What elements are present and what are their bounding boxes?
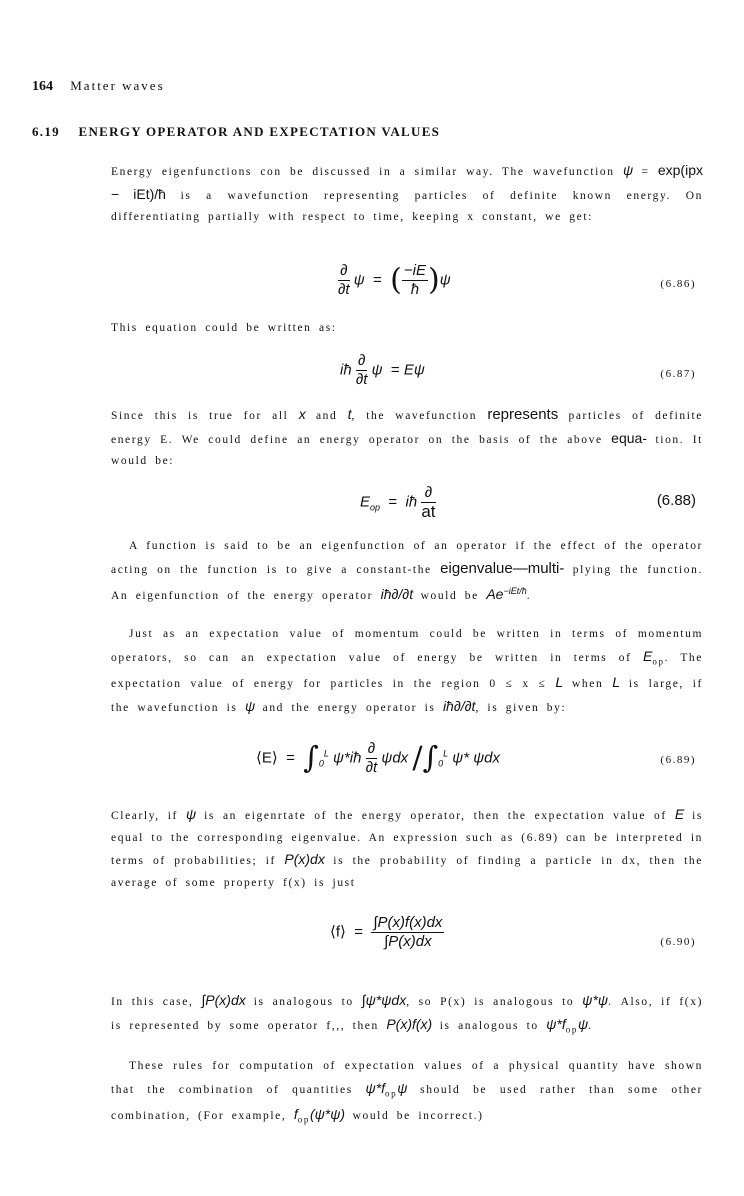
x-symbol: x — [298, 406, 306, 422]
expectation-E: ⟨E⟩ — [256, 749, 278, 767]
partial-numerator: ∂ — [338, 262, 350, 281]
E-symbol: E — [360, 493, 371, 511]
psi-symbol: ψ — [622, 162, 634, 178]
represents-word: represents — [487, 406, 559, 423]
equation-6-86 — [338, 262, 451, 299]
equation-number-6-90: (6.90) — [660, 936, 696, 948]
psi-symbol: ψ — [397, 1079, 408, 1096]
para4-text-a: A function is said to be an eigenfunction of an operator if the effect of the operator acting on the function is to give a constant-the — [111, 540, 703, 576]
para5-text-c: when — [572, 678, 604, 691]
paren-psi-star-psi: (ψ*ψ) — [309, 1106, 346, 1123]
upper-limit: L — [323, 748, 329, 759]
integral-sign: ∫ — [303, 740, 319, 776]
paragraph-6 — [111, 804, 703, 894]
psi-symbol: ψ — [577, 1015, 589, 1032]
op-subscript: op — [297, 1114, 310, 1125]
exponent: −iEt/ħ — [503, 586, 527, 597]
para4-text-b: plying the function. An eigenfunction of the energy operator — [111, 563, 703, 603]
wavefunction-expr: exp(ipx − iEt)/ħ — [111, 162, 703, 202]
E-symbol: E — [674, 806, 685, 822]
para7-text-a: In this case, — [111, 996, 194, 1008]
para7-text-e: is analogous to — [439, 1019, 539, 1032]
lower-limit: 0 — [318, 758, 324, 769]
para6-text-c: is equal to the corresponding eigenvalue. An expression such as (6.89) can be interpreted in terms of probabilities; if — [111, 810, 704, 868]
partial-denominator: ∂t — [355, 371, 368, 388]
para5-text-a: Just as an expectation value of momentum could be written in terms of momentum operators, so can an expectation value of energy be written in terms of — [111, 628, 703, 664]
Ae-symbol: Ae — [486, 586, 504, 603]
equals-symbol: = — [388, 493, 398, 511]
L-symbol: L — [612, 674, 621, 691]
paragraph-1 — [111, 160, 703, 229]
paragraph-2: This equation could be written as: — [111, 322, 337, 334]
section-number: 6.19 — [32, 124, 60, 139]
psi-symbol: ψ — [353, 271, 365, 289]
equation-number-6-87: (6.87) — [660, 368, 696, 380]
numerator-expr: P(x)f(x)dx — [377, 914, 443, 931]
partial-numerator: ∂ — [366, 740, 378, 759]
paragraph-5 — [111, 624, 703, 720]
integral-sign: ∫ — [422, 740, 439, 776]
psi-symbol: ψ — [244, 698, 256, 715]
hbar-denominator: ħ — [410, 281, 420, 298]
equation-number-6-89: (6.89) — [660, 754, 696, 766]
partial-fraction — [421, 484, 435, 521]
para8-text-c: would be incorrect.) — [352, 1110, 484, 1123]
para8-text-a: These rules for computation of expectation values of a physical quantity have shown that the combination of quantities — [111, 1060, 703, 1096]
psi-symbol: ψ — [439, 271, 451, 289]
para5-text-d: is large, if the wavefunction is — [111, 678, 703, 715]
paragraph-7: In this case, ∫P(x)dx is analogous to ∫ψ*ψdx, so P(x) is analogous to ψ*ψ. Also, if f(x) is represented by some operator f,,, then P(x)f(x) is analogous to $\psi*f_{op}\psi$. — [111, 992, 704, 1034]
fraction-6-90 — [371, 914, 444, 951]
psi-star-psi: ψ*ψ — [582, 992, 609, 1008]
t-symbol: t — [347, 406, 352, 422]
op-subscript: op — [652, 655, 665, 666]
psi-star-psi-dx: ψ* ψdx — [452, 749, 500, 767]
para5-text-e: and the energy operator is — [262, 702, 436, 715]
ihbar-symbol: iħ — [405, 493, 418, 511]
para8-text-b: should be used rather than some other combination, (For example, — [111, 1083, 703, 1123]
running-header — [32, 78, 165, 95]
psi-star-f: ψ*f — [546, 1015, 566, 1032]
partial-numerator: ∂ — [421, 484, 435, 503]
integral-sign: ∫ — [384, 933, 389, 950]
para1-text-a: Energy eigenfunctions con be discussed in a similar way. The wavefunction — [111, 166, 615, 178]
equation-number-6-88: (6.88) — [656, 492, 696, 509]
equation-6-88 — [360, 484, 436, 521]
integral-sign: ∫ — [201, 992, 206, 1008]
denominator-expr: P(x)dx — [388, 933, 432, 950]
denominator-6-90 — [371, 933, 444, 951]
para6-text-a: Clearly, if — [111, 810, 178, 822]
op-subscript: op — [370, 502, 381, 513]
division-slash: / — [412, 740, 423, 776]
expectation-f: ⟨f⟩ — [330, 923, 346, 941]
psi-symbol: ψ — [185, 806, 197, 822]
para6-text-d: is the probability of finding a particle in dx, then the average of some property f(x) is just — [111, 855, 703, 889]
para3-text-a: Since this is true for all — [111, 410, 289, 422]
left-paren: ( — [390, 262, 402, 298]
para7-text-b: is analogous to — [253, 996, 354, 1008]
para5-text-f: , is given by: — [475, 702, 567, 715]
para3-text-c: , the wavefunction — [351, 410, 478, 422]
E-symbol: E — [643, 647, 653, 664]
equals-symbol: = — [286, 749, 295, 767]
para7-text-d: . Also, if f(x) is represented by some operator f,,, then — [111, 996, 704, 1032]
partial-fraction — [366, 740, 378, 777]
partial-denominator: ∂t — [338, 281, 350, 298]
equals-symbol: = — [641, 166, 650, 178]
psi-star-psi-dx: ψ*ψdx — [365, 992, 407, 1008]
psi-dx: ψdx — [381, 749, 409, 767]
psi-star: ψ* — [333, 749, 350, 767]
iE-numerator: −iE — [403, 262, 426, 279]
equation-6-89 — [256, 740, 500, 777]
para1-text-b: is a wavefunction representing particles of definite known energy. On differentiating partially with respect to time, keeping x constant, we get: — [111, 189, 703, 224]
integral-sign: ∫ — [361, 992, 366, 1008]
op-subscript: op — [565, 1023, 578, 1034]
para3-text-e: tion. It would be: — [111, 433, 703, 468]
equation-6-90 — [330, 914, 444, 951]
lower-limit: 0 — [438, 758, 444, 769]
Pxdx-expr: P(x)dx — [205, 992, 246, 1008]
right-paren: ) — [427, 262, 440, 298]
equation-number-6-86: (6.86) — [660, 278, 696, 290]
paragraph-4: A function is said to be an eigenfunction of an operator if the effect of the operator acting on the function is to give a constant-the eigenvalue—multi- plying the function. An eigenfunction of the energy operator iħ∂/∂t would be $Ae^{-iEt/ħ}$. — [111, 540, 703, 603]
op-subscript: op — [385, 1087, 398, 1098]
psi-star-f: ψ*f — [365, 1079, 386, 1096]
energy-operator-expr: iħ∂/∂t — [442, 698, 476, 715]
partial-fraction — [338, 262, 350, 299]
equa-word: equa- — [611, 429, 647, 446]
partial-denominator: ∂t — [365, 759, 378, 776]
L-symbol: L — [555, 674, 564, 691]
psi-symbol: ψ — [371, 361, 383, 379]
Pxdx-expr: P(x)dx — [284, 851, 325, 868]
f-symbol: f — [293, 1106, 298, 1123]
running-title: Matter waves — [70, 78, 165, 93]
para7-text-c: , so P(x) is analogous to — [406, 996, 575, 1008]
equals-symbol: = — [354, 923, 363, 941]
E-psi-term: Eψ — [403, 361, 425, 379]
energy-operator-expr: iħ∂/∂t — [380, 586, 414, 603]
section-heading — [32, 124, 440, 140]
ihbar-symbol: iħ — [340, 361, 352, 379]
para3-text-b: and — [315, 410, 338, 422]
partial-numerator: ∂ — [356, 352, 368, 371]
paragraph-3 — [111, 404, 703, 473]
para5-text-b: . The expectation value of energy for particles in the region 0 ≤ x ≤ — [111, 651, 703, 691]
at-denominator: at — [421, 502, 436, 521]
iE-fraction — [402, 262, 428, 299]
ihbar-symbol: iħ — [349, 749, 362, 767]
numerator-6-90 — [371, 914, 444, 933]
paragraph-8 — [111, 1056, 703, 1131]
equals-symbol: = — [390, 361, 400, 379]
equation-6-87 — [340, 352, 425, 389]
para6-text-b: is an eigenrtate of the energy operator, then the expectation value of — [204, 810, 667, 822]
section-title: ENERGY OPERATOR AND EXPECTATION VALUES — [78, 124, 441, 139]
para4-text-c: would be — [420, 590, 479, 603]
eigenvalue-word: eigenvalue—multi- — [440, 559, 565, 577]
upper-limit: L — [443, 748, 449, 759]
page-number: 164 — [32, 79, 53, 94]
Pxfx-expr: P(x)f(x) — [386, 1015, 433, 1032]
para3-text-d: particles of definite energy E. We could define an energy operator on the basis of the above — [111, 410, 704, 446]
partial-fraction — [356, 352, 368, 389]
integral-sign: ∫ — [373, 914, 378, 931]
equals-symbol: = — [373, 271, 382, 289]
